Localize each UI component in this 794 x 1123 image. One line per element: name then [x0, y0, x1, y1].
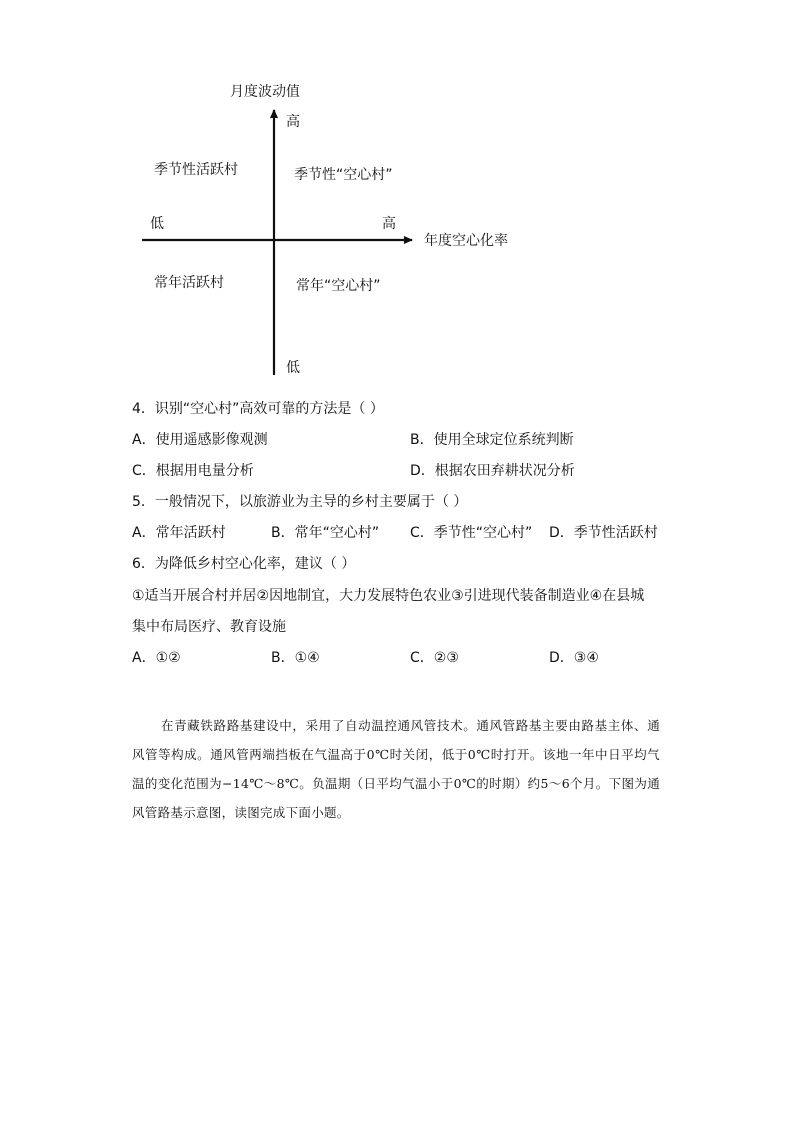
question-5-option-d[interactable]: D．季节性活跃村 [549, 525, 658, 541]
question-5-option-b[interactable]: B．常年“空心村” [271, 525, 380, 541]
question-6-statements-line-1: ①适当开展合村并居②因地制宜，大力发展特色农业③引进现代装备制造业④在县城 [132, 588, 645, 604]
question-4-stem: 4．识别“空心村”高效可靠的方法是（ ） [132, 401, 384, 417]
question-4-option-d[interactable]: D．根据农田弃耕状况分析 [410, 463, 575, 479]
x-axis-title: 年度空心化率 [424, 233, 508, 249]
x-axis-high-label: 高 [382, 216, 396, 232]
y-axis-high-label: 高 [286, 114, 300, 130]
quadrant-top-left-label: 季节性活跃村 [154, 162, 238, 178]
question-5-option-c[interactable]: C．季节性“空心村” [410, 525, 533, 541]
reading-passage: 在青藏铁路路基建设中，采用了自动温控通风管技术。通风管路基主要由路基主体、通风管等构成。通风管两端挡板在气温高于0℃时关闭，低于0℃时打开。该地一年中日平均气温的变化范围为−14℃～8℃。负温期（日平均气温小于0℃的时期）约5～6个月。下图为通风管路基示意图，读图完成下面小题。 [132, 718, 660, 820]
question-5-option-a[interactable]: A．常年活跃村 [132, 525, 226, 541]
question-6-option-a[interactable]: A．①② [132, 650, 181, 666]
question-6-option-d[interactable]: D．③④ [549, 650, 599, 666]
quadrant-top-right-label: 季节性“空心村” [294, 167, 393, 183]
axes-svg [0, 0, 794, 400]
question-5-stem: 5．一般情况下，以旅游业为主导的乡村主要属于（ ） [132, 494, 468, 510]
question-4-option-b[interactable]: B．使用全球定位系统判断 [410, 432, 574, 448]
question-4-option-a[interactable]: A．使用遥感影像观测 [132, 432, 268, 448]
y-axis-title: 月度波动值 [230, 84, 300, 100]
quadrant-bottom-right-label: 常年“空心村” [296, 278, 381, 294]
question-6-stem: 6．为降低乡村空心化率，建议（ ） [132, 556, 356, 572]
question-6-option-c[interactable]: C．②③ [410, 650, 459, 666]
y-axis-low-label: 低 [286, 360, 300, 376]
question-6-statements-line-2: 集中布局医疗、教育设施 [132, 619, 286, 635]
quadrant-diagram [0, 0, 794, 400]
question-6-option-b[interactable]: B．①④ [271, 650, 320, 666]
x-axis-low-label: 低 [150, 216, 164, 232]
question-4-option-c[interactable]: C．根据用电量分析 [132, 463, 254, 479]
quadrant-bottom-left-label: 常年活跃村 [154, 275, 224, 291]
